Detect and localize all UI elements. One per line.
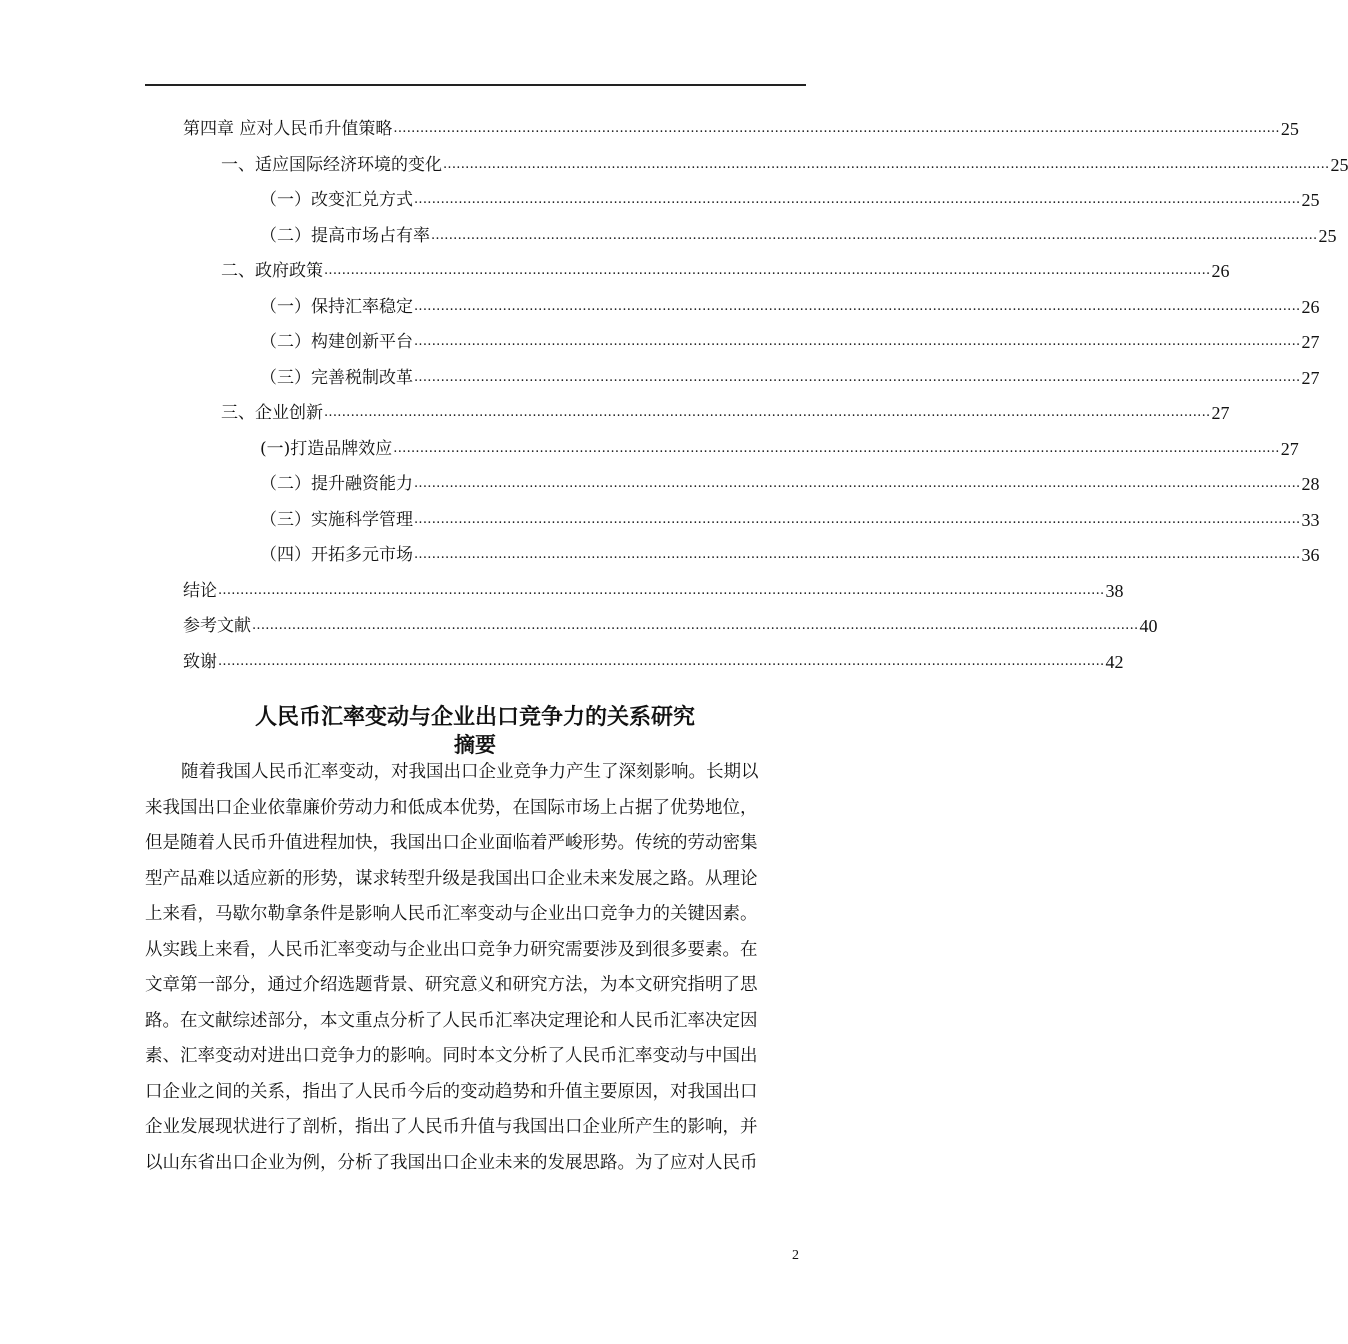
toc-entry-label: （三）实施科学管理 xyxy=(260,509,413,530)
abstract-line: 上来看，马歇尔勒拿条件是影响人民币汇率变动与企业出口竞争力的关键因素。 xyxy=(145,904,758,924)
abstract-line: 企业发展现状进行了剖析，指出了人民币升值与我国出口企业所产生的影响，并 xyxy=(145,1117,758,1137)
abstract-line: 素、汇率变动对进出口竞争力的影响。同时本文分析了人民币汇率变动与中国出 xyxy=(145,1046,758,1066)
toc-entry-label: 三、企业创新 xyxy=(221,403,323,423)
toc-entry[interactable] xyxy=(260,465,1320,495)
toc-entry-page: 27 xyxy=(1280,438,1299,459)
toc-entry-label: （四）开拓多元市场 xyxy=(260,545,413,565)
toc-entry[interactable] xyxy=(183,607,1158,637)
toc-entry-page: 25 xyxy=(1318,225,1337,246)
toc-entry[interactable] xyxy=(260,288,1320,318)
toc-entry-page: 25 xyxy=(1330,154,1348,175)
toc-entry[interactable] xyxy=(260,359,1320,389)
abstract-line: 文章第一部分，通过介绍选题背景、研究意义和研究方法，为本文研究指明了思 xyxy=(145,975,758,995)
abstract-line: 但是随着人民币升值进程加快，我国出口企业面临着严峻形势。传统的劳动密集 xyxy=(145,833,758,853)
toc-entry[interactable] xyxy=(260,217,1337,247)
toc-leader: ........................................................................................................................................................................................................ xyxy=(218,653,1105,669)
toc-entry-label: 结论 xyxy=(183,580,217,601)
toc-leader: ........................................................................................................................................................................................................ xyxy=(414,334,1301,349)
toc-leader: ........................................................................................................................................................................................................ xyxy=(414,511,1301,527)
page-number: 2 xyxy=(792,1248,799,1263)
toc-entry-page: 28 xyxy=(1301,474,1320,494)
toc-entry-label: 一、适应国际经济环境的变化 xyxy=(221,154,442,175)
toc-leader: ........................................................................................................................................................................................................ xyxy=(324,405,1211,420)
toc-entry-page: 27 xyxy=(1301,332,1320,352)
toc-leader: ........................................................................................................................................................................................................ xyxy=(414,476,1301,491)
abstract-line: 以山东省出口企业为例，分析了我国出口企业未来的发展思路。为了应对人民币 xyxy=(145,1152,758,1173)
toc-leader: ........................................................................................................................................................................................................ xyxy=(393,440,1280,456)
toc-entry-label: 参考文献 xyxy=(183,616,251,636)
toc-leader: ........................................................................................................................................................................................................ xyxy=(252,618,1139,633)
toc-entry-label: (一)打造品牌效应 xyxy=(260,438,393,459)
toc-entry-page: 25 xyxy=(1301,190,1320,210)
toc-leader: ........................................................................................................................................................................................................ xyxy=(414,369,1301,385)
toc-entry[interactable] xyxy=(260,181,1320,211)
toc-leader: ........................................................................................................................................................................................................ xyxy=(414,298,1301,314)
toc-entry-page: 26 xyxy=(1211,261,1230,281)
toc-entry-page: 40 xyxy=(1139,616,1158,636)
toc-entry-page: 27 xyxy=(1301,367,1320,388)
abstract-line: 来我国出口企业依靠廉价劳动力和低成本优势，在国际市场上占据了优势地位， xyxy=(145,797,758,818)
toc-entry-page: 36 xyxy=(1301,545,1320,565)
header-rule xyxy=(145,84,806,86)
toc-entry[interactable] xyxy=(183,572,1124,602)
toc-entry[interactable] xyxy=(221,146,1348,176)
abstract-heading: 摘要 xyxy=(454,733,496,757)
toc-entry-label: （一）改变汇兑方式 xyxy=(260,190,413,210)
toc-leader: ........................................................................................................................................................................................................ xyxy=(414,547,1301,562)
abstract-line: 口企业之间的关系，指出了人民币今后的变动趋势和升值主要原因，对我国出口 xyxy=(145,1081,758,1102)
toc-leader: ........................................................................................................................................................................................................ xyxy=(393,121,1280,136)
toc-entry[interactable] xyxy=(260,323,1320,353)
toc-entry-page: 42 xyxy=(1105,651,1124,672)
toc-entry-label: （三）完善税制改革 xyxy=(260,367,413,388)
toc-entry-label: （二）提升融资能力 xyxy=(260,474,413,494)
toc-entry-label: 致谢 xyxy=(183,651,217,672)
toc-entry-label: （二）提高市场占有率 xyxy=(260,225,430,246)
toc-leader: ........................................................................................................................................................................................................ xyxy=(218,582,1105,598)
toc-entry-label: （一）保持汇率稳定 xyxy=(260,296,413,317)
toc-entry[interactable] xyxy=(183,110,1299,140)
abstract-body xyxy=(145,755,809,1181)
toc-entry[interactable] xyxy=(260,430,1299,460)
toc-entry-label: 二、政府政策 xyxy=(221,261,323,281)
toc-entry-page: 38 xyxy=(1105,580,1124,601)
toc-leader: ........................................................................................................................................................................................................ xyxy=(414,192,1301,207)
abstract-line: 从实践上来看，人民币汇率变动与企业出口竞争力研究需要涉及到很多要素。在 xyxy=(145,939,758,960)
abstract-line: 路。在文献综述部分，本文重点分析了人民币汇率决定理论和人民币汇率决定因 xyxy=(145,1010,758,1031)
toc-entry-label: （二）构建创新平台 xyxy=(260,332,413,352)
toc-entry[interactable] xyxy=(221,252,1230,282)
toc-entry[interactable] xyxy=(260,501,1320,531)
toc-leader: ........................................................................................................................................................................................................ xyxy=(431,227,1318,243)
toc-entry-page: 33 xyxy=(1301,509,1320,530)
toc-entry-page: 26 xyxy=(1301,296,1320,317)
toc-entry[interactable] xyxy=(221,394,1230,424)
abstract-line: 型产品难以适应新的形势，谋求转型升级是我国出口企业未来发展之路。从理论 xyxy=(145,868,758,889)
toc-entry-page: 25 xyxy=(1280,119,1299,139)
toc-entry[interactable] xyxy=(183,643,1124,673)
toc-leader: ........................................................................................................................................................................................................ xyxy=(443,156,1330,172)
toc-leader: ........................................................................................................................................................................................................ xyxy=(324,263,1211,278)
toc-entry[interactable] xyxy=(260,536,1320,566)
toc-entry-page: 27 xyxy=(1211,403,1230,423)
toc-entry-label: 第四章 应对人民币升值策略 xyxy=(183,119,393,139)
paper-title: 人民币汇率变动与企业出口竞争力的关系研究 xyxy=(254,705,695,730)
abstract-line: 随着我国人民币汇率变动，对我国出口企业竞争力产生了深刻影响。长期以 xyxy=(181,762,759,782)
